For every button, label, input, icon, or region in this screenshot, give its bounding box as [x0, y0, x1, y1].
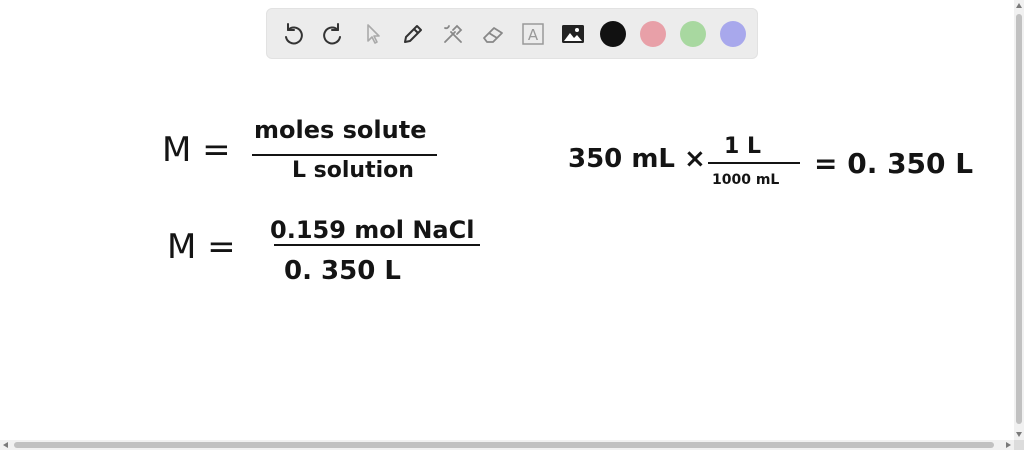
pencil-icon [400, 21, 426, 47]
image-tool[interactable] [557, 18, 589, 50]
formula-numerator: moles solute [254, 116, 427, 144]
undo-button[interactable] [277, 18, 309, 50]
scroll-up-arrow[interactable] [1016, 3, 1022, 8]
image-icon [560, 21, 586, 47]
conversion-denominator: 1000 mL [712, 172, 780, 188]
scrollbar-corner [1014, 440, 1024, 450]
tools-menu[interactable] [437, 18, 469, 50]
redo-icon [320, 21, 346, 47]
horizontal-scrollbar[interactable] [0, 440, 1014, 450]
scroll-down-arrow[interactable] [1016, 432, 1022, 437]
eraser-tool[interactable] [477, 18, 509, 50]
conversion-result: = 0. 350 L [814, 147, 974, 180]
fraction-bar [708, 162, 800, 164]
svg-text:A: A [527, 26, 539, 44]
molarity-label: M = [167, 227, 236, 267]
select-tool[interactable] [357, 18, 389, 50]
vertical-scrollbar[interactable] [1014, 0, 1024, 440]
substituted-denominator: 0. 350 L [284, 256, 401, 286]
text-tool[interactable] [517, 18, 549, 50]
color-swatch-black[interactable] [600, 21, 626, 47]
horizontal-scroll-thumb[interactable] [14, 442, 994, 448]
tools-icon [440, 21, 466, 47]
scroll-right-arrow[interactable] [1006, 442, 1011, 448]
scroll-left-arrow[interactable] [3, 442, 8, 448]
drawing-toolbar [266, 8, 758, 59]
eraser-icon [480, 21, 506, 47]
vertical-scroll-thumb[interactable] [1016, 14, 1022, 424]
color-swatch-purple[interactable] [720, 21, 746, 47]
undo-icon [280, 21, 306, 47]
fraction-bar [252, 154, 437, 156]
molarity-label: M = [162, 130, 231, 170]
text-icon [520, 21, 546, 47]
cursor-icon [360, 21, 386, 47]
conversion-start: 350 mL × [568, 144, 706, 174]
color-swatch-green[interactable] [680, 21, 706, 47]
fraction-bar [274, 244, 480, 246]
redo-button[interactable] [317, 18, 349, 50]
color-swatch-pink[interactable] [640, 21, 666, 47]
formula-denominator: L solution [292, 158, 414, 183]
pen-tool[interactable] [397, 18, 429, 50]
conversion-numerator: 1 L [724, 134, 761, 159]
substituted-numerator: 0.159 mol NaCl [270, 216, 475, 244]
